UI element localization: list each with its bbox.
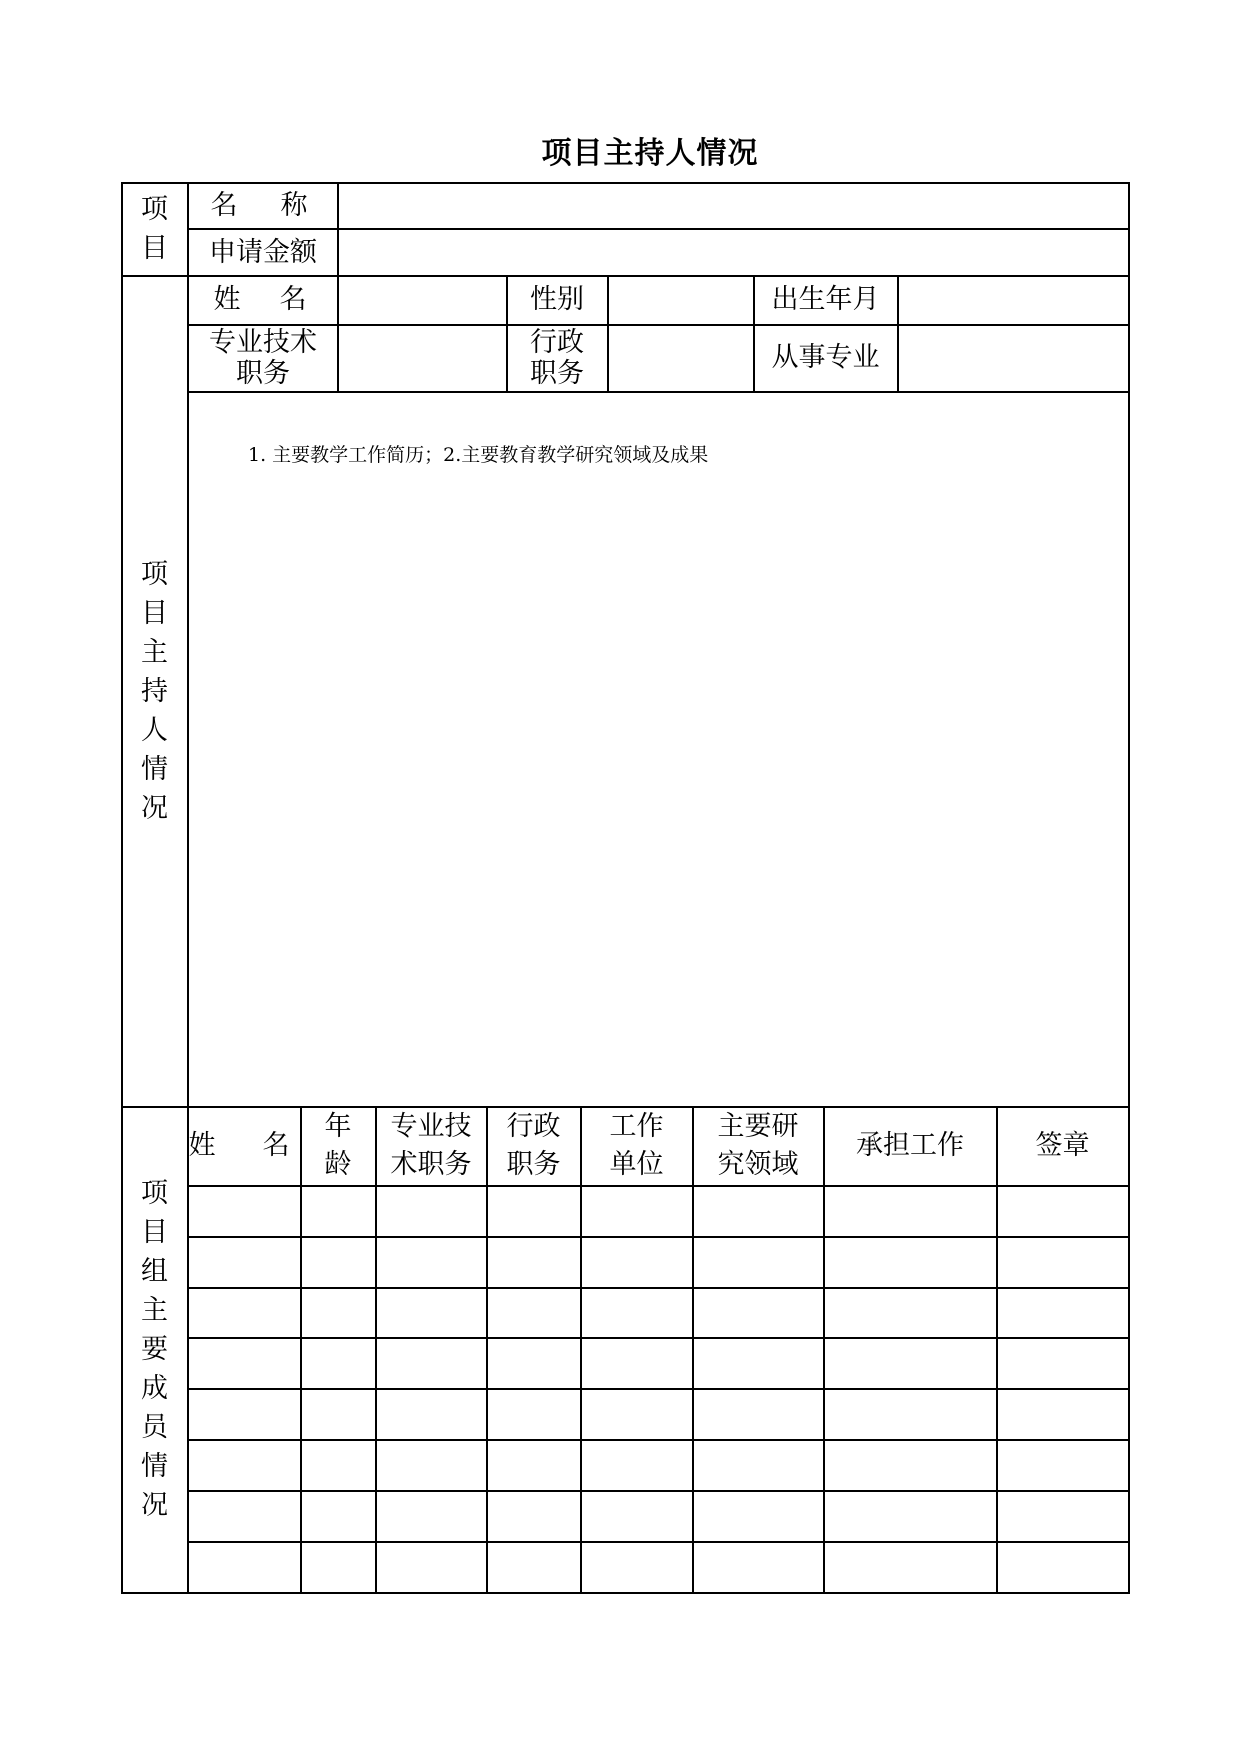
member-cell[interactable] (301, 1237, 375, 1287)
project-side-label-cell (121, 182, 188, 276)
host-major-field[interactable] (898, 325, 1128, 391)
member-cell[interactable] (301, 1440, 375, 1490)
member-cell[interactable] (824, 1237, 996, 1287)
column-header: 主要研究领域 (717, 1111, 799, 1180)
members-side-label: 项目组主要成员情况 (141, 1178, 168, 1521)
member-cell[interactable] (693, 1338, 823, 1388)
member-cell[interactable] (997, 1186, 1127, 1236)
host-birth-field[interactable] (898, 276, 1128, 324)
host-tech-title-label-cell (188, 325, 338, 391)
column-header: 行政职务 (506, 1111, 561, 1180)
host-side-label: 项目主持人情况 (141, 558, 168, 824)
column-header: 承担工作 (856, 1130, 964, 1161)
member-cell[interactable] (376, 1542, 486, 1592)
host-tech-title-label: 专业技术职务 (209, 327, 317, 389)
member-cell[interactable] (188, 1389, 300, 1439)
host-birth-label-cell (754, 276, 897, 324)
members-header-signature (997, 1107, 1128, 1185)
column-header: 年龄 (324, 1111, 352, 1180)
host-experience-field[interactable] (188, 392, 1128, 1106)
members-header-name (188, 1107, 300, 1185)
host-birth-label: 出生年月 (771, 284, 880, 315)
host-name-label-cell (188, 276, 338, 324)
member-cell[interactable] (301, 1389, 375, 1439)
host-name-field[interactable] (338, 276, 506, 324)
host-side-label-cell (121, 276, 188, 1106)
member-cell[interactable] (581, 1237, 692, 1287)
host-major-label: 从事专业 (771, 342, 880, 373)
member-cell[interactable] (824, 1542, 996, 1592)
member-cell[interactable] (581, 1491, 692, 1541)
member-cell[interactable] (693, 1491, 823, 1541)
member-cell[interactable] (487, 1440, 580, 1490)
host-major-label-cell (754, 325, 897, 391)
host-admin-title-field[interactable] (608, 325, 753, 391)
member-cell[interactable] (581, 1288, 692, 1338)
member-cell[interactable] (376, 1389, 486, 1439)
member-cell[interactable] (693, 1389, 823, 1439)
project-name-label: 名 称 (210, 189, 316, 221)
member-cell[interactable] (824, 1389, 996, 1439)
member-cell[interactable] (581, 1542, 692, 1592)
member-cell[interactable] (997, 1491, 1127, 1541)
member-cell[interactable] (188, 1440, 300, 1490)
member-cell[interactable] (376, 1338, 486, 1388)
column-header: 姓 名 (188, 1130, 300, 1161)
member-cell[interactable] (581, 1389, 692, 1439)
member-cell[interactable] (487, 1491, 580, 1541)
member-cell[interactable] (301, 1288, 375, 1338)
member-cell[interactable] (824, 1440, 996, 1490)
host-name-label: 姓 名 (213, 284, 313, 315)
column-header: 工作单位 (609, 1111, 664, 1180)
members-header-admin-title (487, 1107, 580, 1185)
member-cell[interactable] (693, 1237, 823, 1287)
member-cell[interactable] (188, 1288, 300, 1338)
table-border-right (1128, 182, 1130, 1593)
member-cell[interactable] (376, 1237, 486, 1287)
member-cell[interactable] (693, 1542, 823, 1592)
member-cell[interactable] (188, 1542, 300, 1592)
host-gender-label-cell (507, 276, 607, 324)
page-title: 项目主持人情况 (541, 136, 759, 171)
host-gender-label: 性别 (530, 284, 584, 315)
member-cell[interactable] (997, 1440, 1127, 1490)
members-side-label-cell (121, 1107, 188, 1592)
member-cell[interactable] (581, 1440, 692, 1490)
project-amount-label: 申请金额 (209, 236, 317, 268)
member-cell[interactable] (188, 1237, 300, 1287)
member-cell[interactable] (376, 1440, 486, 1490)
member-cell[interactable] (188, 1186, 300, 1236)
host-admin-title-label: 行政职务 (530, 327, 584, 389)
member-cell[interactable] (997, 1237, 1127, 1287)
project-name-field[interactable] (338, 182, 1128, 229)
member-cell[interactable] (997, 1288, 1127, 1338)
member-cell[interactable] (824, 1186, 996, 1236)
host-experience-instructions: 1. 主要教学工作简历；2.主要教育教学研究领域及成果 (248, 444, 709, 466)
member-cell[interactable] (301, 1338, 375, 1388)
member-cell[interactable] (824, 1288, 996, 1338)
member-cell[interactable] (376, 1288, 486, 1338)
column-header: 专业技术职务 (390, 1111, 472, 1180)
project-side-label: 项目 (141, 194, 168, 264)
member-cell[interactable] (581, 1186, 692, 1236)
member-cell[interactable] (693, 1288, 823, 1338)
member-cell[interactable] (997, 1338, 1127, 1388)
member-cell[interactable] (693, 1440, 823, 1490)
members-header-tech-title (376, 1107, 486, 1185)
member-cell[interactable] (376, 1491, 486, 1541)
member-cell[interactable] (997, 1389, 1127, 1439)
member-cell[interactable] (487, 1288, 580, 1338)
table-border-bottom (121, 1592, 1130, 1594)
member-cell[interactable] (487, 1389, 580, 1439)
member-cell[interactable] (188, 1491, 300, 1541)
host-admin-title-label-cell (507, 325, 607, 391)
project-name-label-cell (188, 182, 338, 229)
member-cell[interactable] (581, 1338, 692, 1388)
member-cell[interactable] (487, 1338, 580, 1388)
column-header: 签章 (1035, 1130, 1090, 1161)
member-cell[interactable] (301, 1542, 375, 1592)
member-cell[interactable] (997, 1542, 1127, 1592)
member-cell[interactable] (824, 1491, 996, 1541)
member-cell[interactable] (376, 1186, 486, 1236)
member-cell[interactable] (487, 1186, 580, 1236)
members-header-duty (824, 1107, 996, 1185)
member-cell[interactable] (188, 1338, 300, 1388)
members-header-age (301, 1107, 375, 1185)
members-header-research-area (693, 1107, 823, 1185)
project-amount-field[interactable] (338, 229, 1128, 276)
member-cell[interactable] (487, 1542, 580, 1592)
members-header-work-unit (581, 1107, 692, 1185)
member-cell[interactable] (301, 1186, 375, 1236)
host-tech-title-field[interactable] (338, 325, 506, 391)
project-amount-label-cell (188, 229, 338, 276)
host-gender-field[interactable] (608, 276, 753, 324)
member-cell[interactable] (487, 1237, 580, 1287)
member-cell[interactable] (693, 1186, 823, 1236)
member-cell[interactable] (301, 1491, 375, 1541)
member-cell[interactable] (824, 1338, 996, 1388)
